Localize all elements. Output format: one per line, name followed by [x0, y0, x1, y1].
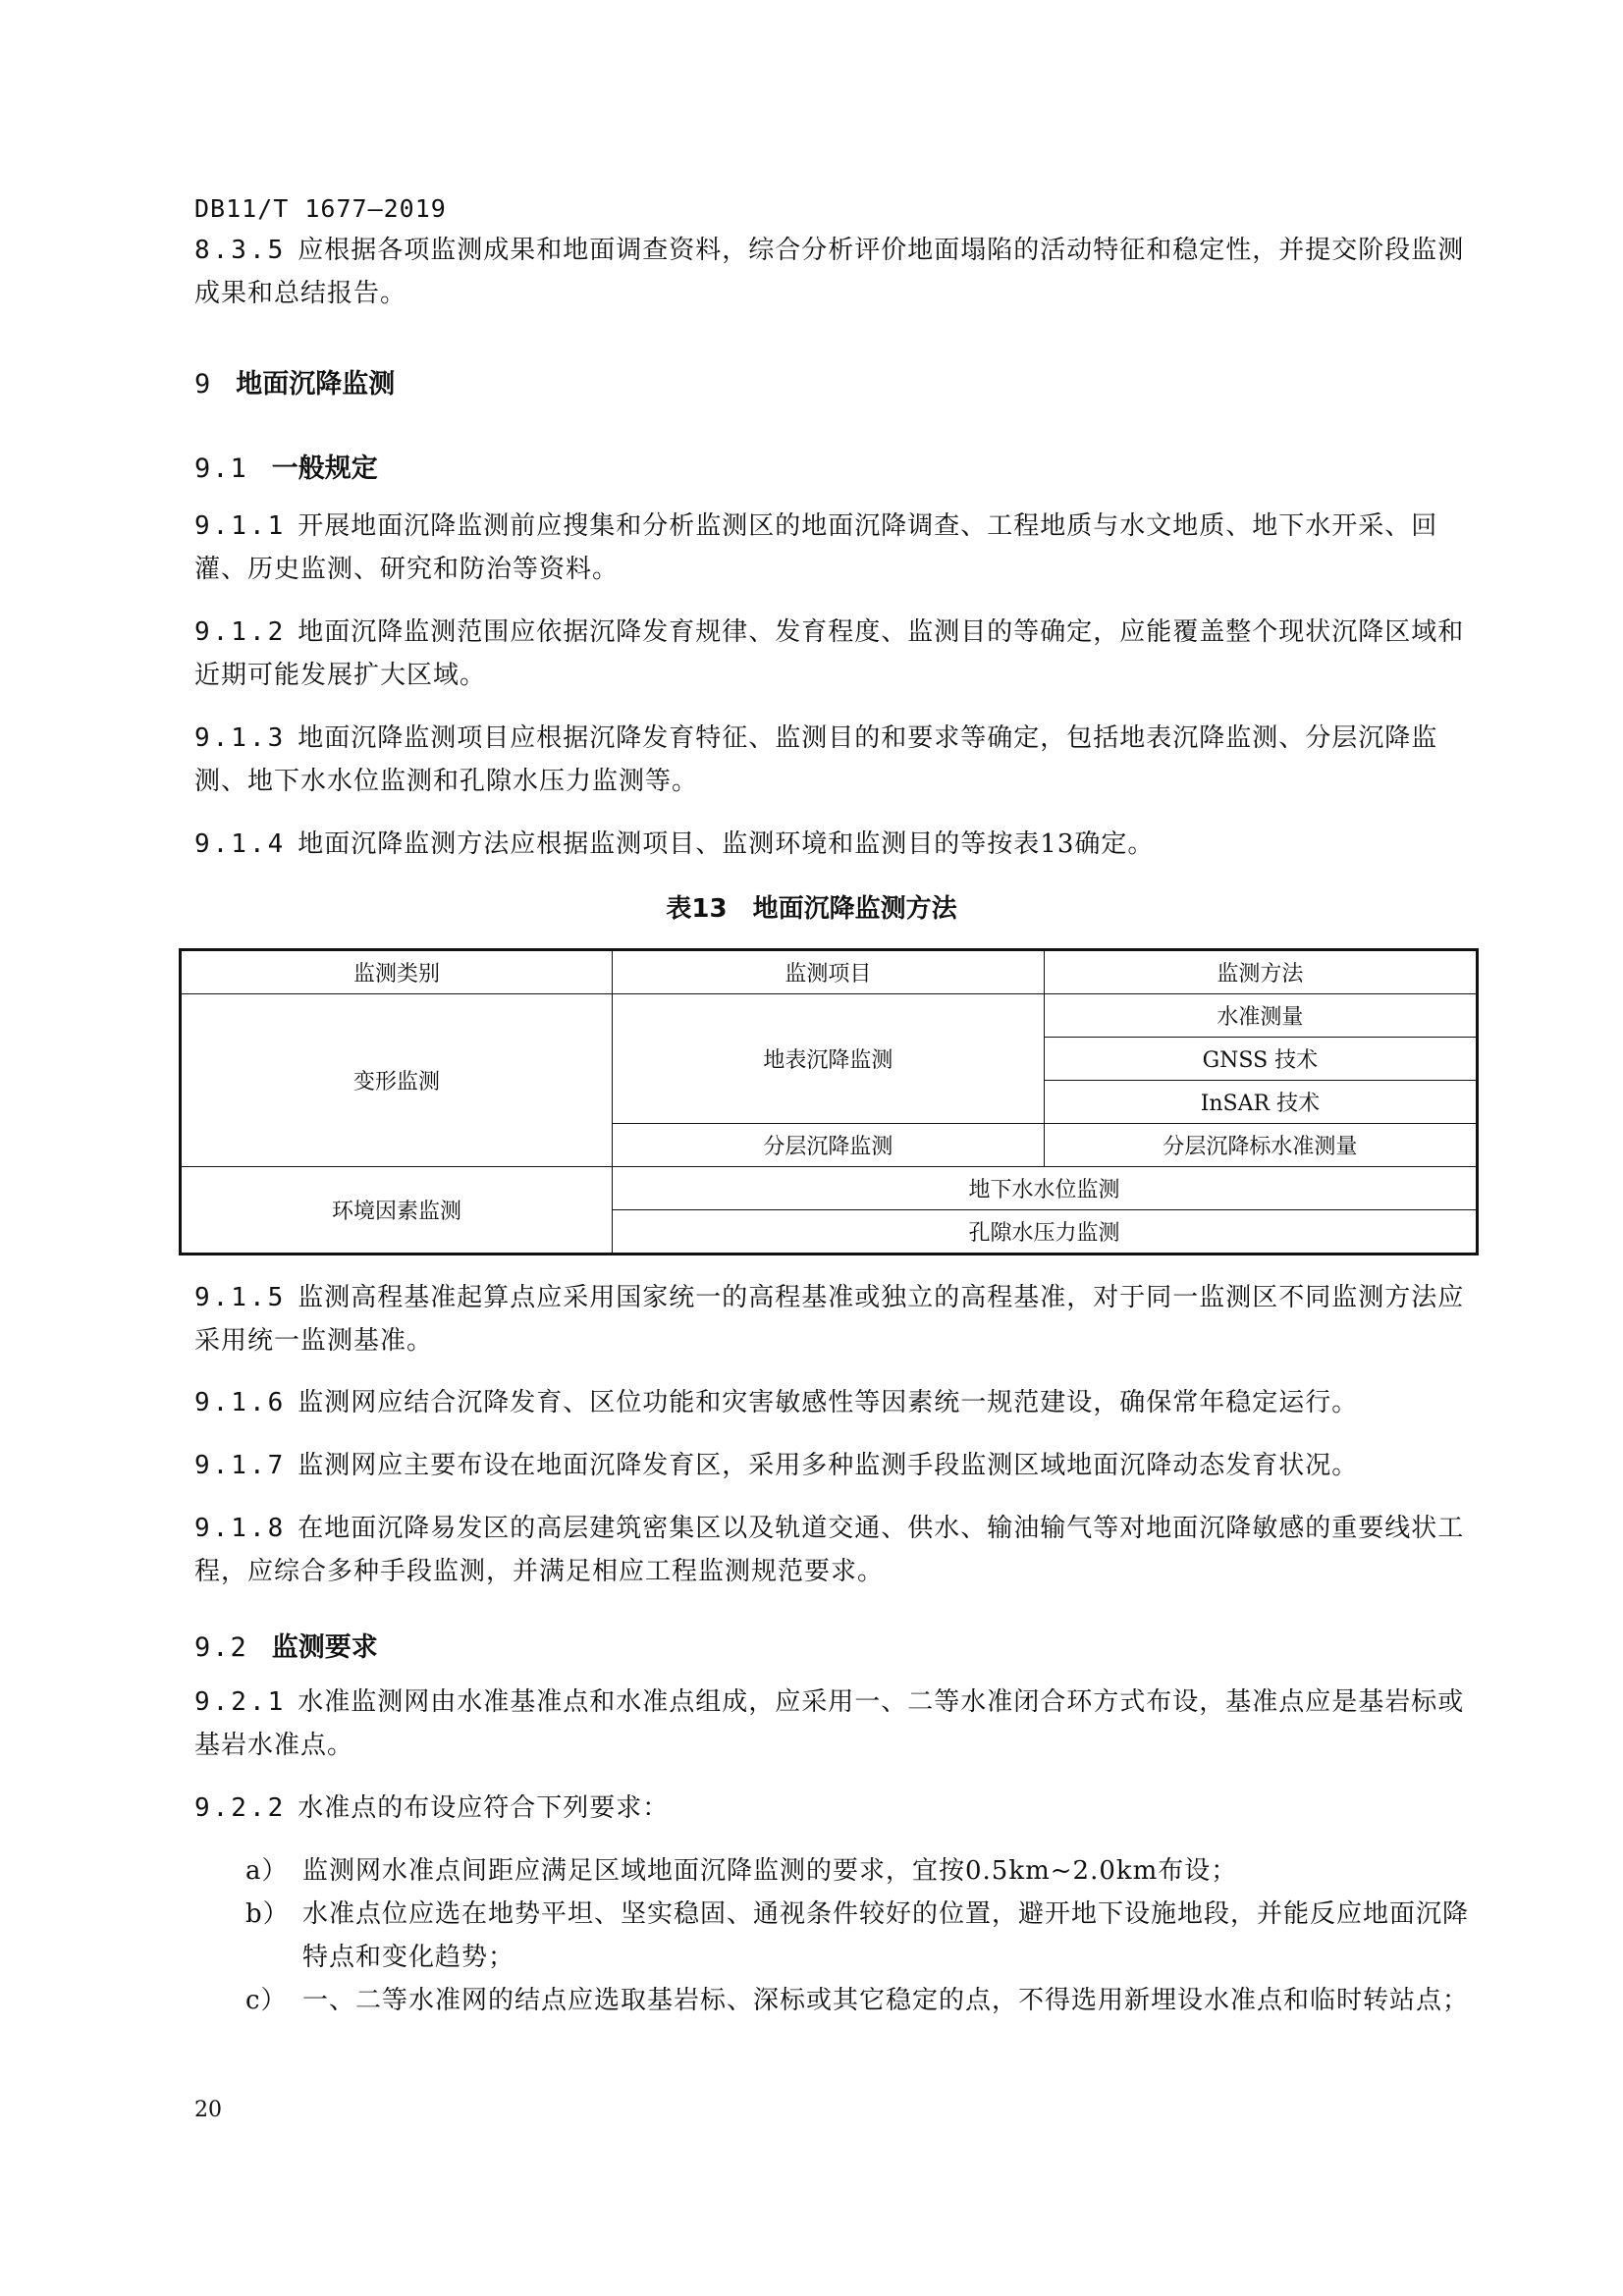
clause-text: 水准点的布设应符合下列要求：: [298, 1793, 670, 1823]
clause-9-1-1: [194, 505, 1477, 591]
table-cell-category: 变形监测: [181, 994, 613, 1167]
clause-number: 9.2.2: [194, 1793, 287, 1823]
list-text: 监测网水准点间距应满足区域地面沉降监测的要求，宜按0.5km~2.0km布设；: [302, 1856, 1238, 1886]
clause-9-1-6: [194, 1381, 1477, 1424]
list-marker: b）: [245, 1899, 290, 1929]
clause-text: 应根据各项监测成果和地面调查资料，综合分析评价地面塌陷的活动特征和稳定性，并提交阶段监测成果和总结报告。: [194, 236, 1465, 308]
table-header: 监测类别: [181, 950, 613, 994]
section-number: 9: [194, 369, 213, 400]
table-caption: 表13 地面沉降监测方法: [666, 894, 957, 924]
clause-number: 9.1.4: [194, 829, 287, 859]
clause-number: 9.1.5: [194, 1283, 287, 1312]
table-row: [181, 994, 1478, 1038]
clause-text: 地面沉降监测范围应依据沉降发育规律、发育程度、监测目的等确定，应能覆盖整个现状沉降区域和近期可能发展扩大区域。: [194, 617, 1465, 690]
section-number: 9.2: [194, 1632, 248, 1663]
section-heading-9: [194, 362, 395, 400]
clause-text: 在地面沉降易发区的高层建筑密集区以及轨道交通、供水、输油输气等对地面沉降敏感的重要线状工程，应综合多种手段监测，并满足相应工程监测规范要求。: [194, 1514, 1465, 1586]
list-text: 水准点位应选在地势平坦、坚实稳固、通视条件较好的位置，避开地下设施地段，并能反应地面沉降特点和变化趋势；: [302, 1899, 1470, 1972]
clause-9-1-2: [194, 611, 1477, 697]
clause-number: 9.1.2: [194, 617, 287, 647]
table-cell-method: InSAR 技术: [1044, 1081, 1477, 1124]
table-row: [181, 1167, 1478, 1210]
section-number: 9.1: [194, 454, 248, 484]
clause-number: 9.1.3: [194, 723, 287, 753]
clause-text: 水准监测网由水准基准点和水准点组成，应采用一、二等水准闭合环方式布设，基准点应是基岩标或基岩水准点。: [194, 1687, 1465, 1760]
section-heading-9-2: [194, 1626, 378, 1664]
clause-number: 9.2.1: [194, 1687, 287, 1717]
clause-number: 8.3.5: [194, 236, 287, 265]
list-item-b: [245, 1893, 1477, 1979]
section-title: 地面沉降监测: [236, 369, 396, 400]
section-title: 监测要求: [271, 1632, 378, 1663]
clause-9-1-8: [194, 1507, 1477, 1593]
page-number: 20: [194, 2098, 222, 2122]
list-text: 一、二等水准网的结点应选取基岩标、深标或其它稳定的点，不得选用新埋设水准点和临时转站点；: [302, 1986, 1470, 2015]
table-cell-item: 地表沉降监测: [612, 994, 1044, 1124]
table-cell-item: 分层沉降监测: [612, 1124, 1044, 1167]
clause-text: 地面沉降监测项目应根据沉降发育特征、监测目的和要求等确定，包括地表沉降监测、分层沉降监测、地下水水位监测和孔隙水压力监测等。: [194, 723, 1438, 796]
section-heading-9-1: [194, 447, 378, 485]
table-header-row: [181, 950, 1478, 994]
clause-text: 开展地面沉降监测前应搜集和分析监测区的地面沉降调查、工程地质与水文地质、地下水开采、回灌、历史监测、研究和防治等资料。: [194, 511, 1438, 584]
table-cell-method: GNSS 技术: [1044, 1038, 1477, 1081]
list-marker: c）: [245, 1986, 288, 2015]
clause-8-3-5: [194, 229, 1477, 315]
clause-text: 监测网应主要布设在地面沉降发育区，采用多种监测手段监测区域地面沉降动态发育状况。: [298, 1451, 1359, 1480]
clause-text: 监测网应结合沉降发育、区位功能和灾害敏感性等因素统一规范建设，确保常年稳定运行。: [298, 1388, 1359, 1417]
table-header: 监测方法: [1044, 950, 1477, 994]
section-title: 一般规定: [271, 454, 378, 484]
clause-number: 9.1.7: [194, 1451, 287, 1480]
clause-9-1-3: [194, 717, 1477, 803]
table-cell-category: 环境因素监测: [181, 1167, 613, 1255]
clause-9-2-1: [194, 1681, 1477, 1767]
clause-9-2-2: [194, 1787, 1477, 1830]
clause-number: 9.1.1: [194, 511, 287, 541]
clause-9-1-5: [194, 1276, 1477, 1362]
clause-text: 监测高程基准起算点应采用国家统一的高程基准或独立的高程基准，对于同一监测区不同监测方法应采用统一监测基准。: [194, 1283, 1465, 1356]
list-item-a: [245, 1849, 1477, 1893]
table-cell-item: 孔隙水压力监测: [612, 1210, 1477, 1255]
table-header: 监测项目: [612, 950, 1044, 994]
table-cell-method: 分层沉降标水准测量: [1044, 1124, 1477, 1167]
list-item-c: [245, 1979, 1477, 2022]
table-cell-method: 水准测量: [1044, 994, 1477, 1038]
clause-text: 地面沉降监测方法应根据监测项目、监测环境和监测目的等按表13确定。: [298, 829, 1155, 859]
list-marker: a）: [245, 1856, 289, 1886]
clause-number: 9.1.6: [194, 1388, 287, 1417]
clause-number: 9.1.8: [194, 1514, 287, 1543]
document-code: DB11/T 1677—2019: [194, 194, 447, 223]
clause-9-1-7: [194, 1444, 1477, 1487]
monitoring-methods-table: [179, 948, 1479, 1255]
table-cell-item: 地下水水位监测: [612, 1167, 1477, 1210]
clause-9-1-4: [194, 823, 1477, 866]
